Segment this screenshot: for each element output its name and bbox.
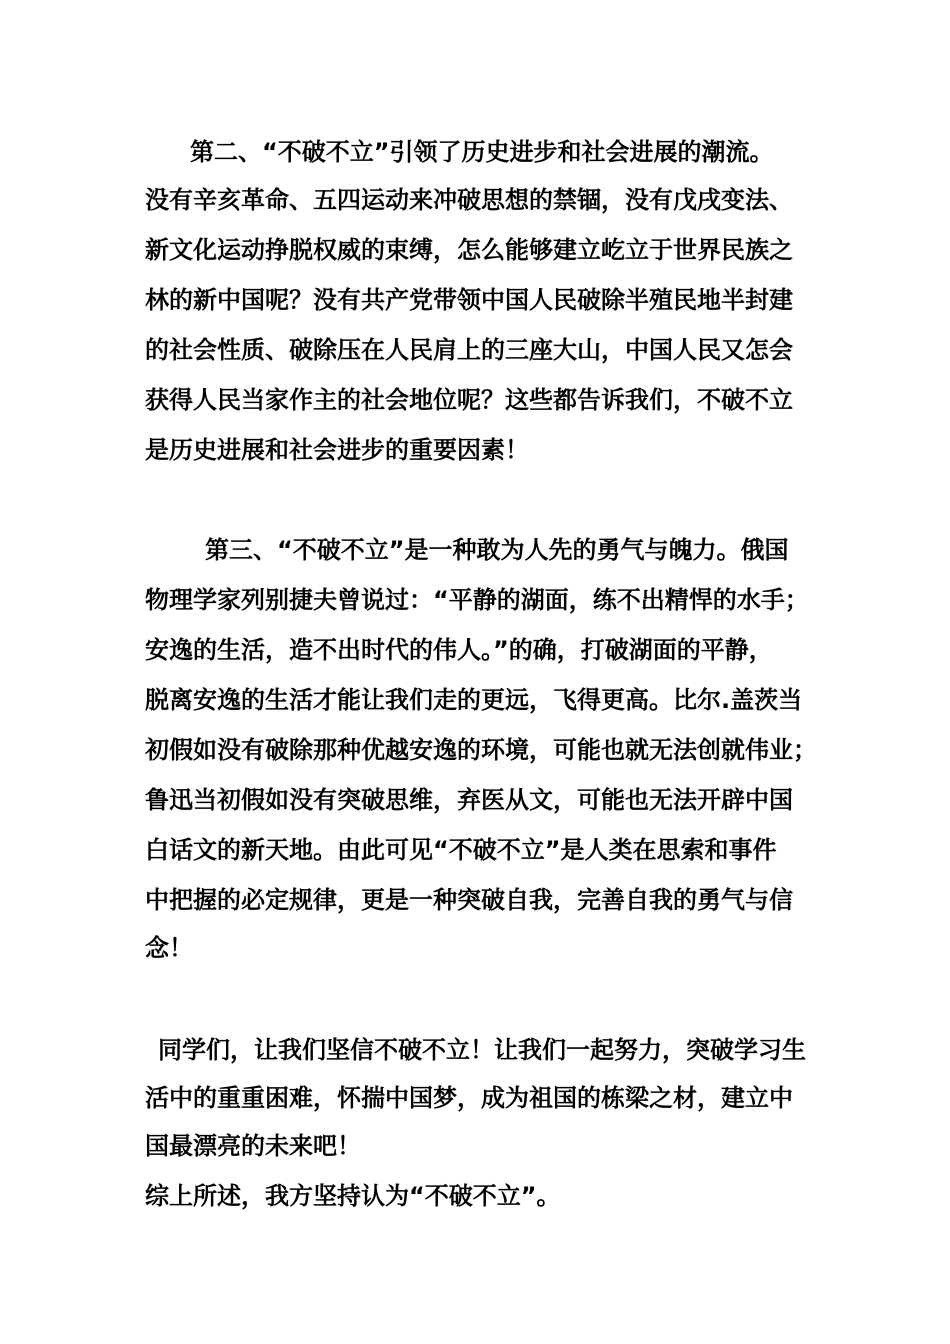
paragraph-line: 同学们，让我们坚信不破不立！让我们一起努力，突破学习生 <box>158 1036 806 1064</box>
paragraph-line: 白话文的新天地。由此可见“不破不立”是人类在思索和事件 <box>145 836 777 864</box>
paragraph-line: 活中的重重困难，怀揣中国梦，成为祖国的栋梁之材，建立中 <box>145 1084 793 1112</box>
paragraph-line: 初假如没有破除那种优越安逸的环境，可能也就无法创就伟业； <box>145 736 817 764</box>
paragraph-line: 的社会性质、破除压在人民肩上的三座大山，中国人民又怎会 <box>145 336 793 364</box>
paragraph-line: 第三、“不破不立”是一种敢为人先的勇气与魄力。俄国 <box>205 536 789 564</box>
paragraph-line: 林的新中国呢？没有共产党带领中国人民破除半殖民地半封建 <box>145 286 793 314</box>
paragraph-line: 国最漂亮的未来吧！ <box>145 1132 361 1160</box>
paragraph-line: 念！ <box>145 934 193 962</box>
paragraph-line: 新文化运动挣脱权威的束缚，怎么能够建立屹立于世界民族之 <box>145 236 793 264</box>
paragraph-line: 中把握的必定规律，更是一种突破自我，完善自我的勇气与信 <box>145 886 793 914</box>
paragraph-line: 脱离安逸的生活才能让我们走的更远，飞得更高。比尔.盖茨当 <box>145 686 803 714</box>
paragraph-line: 安逸的生活，造不出时代的伟人。”的确，打破湖面的平静， <box>145 636 773 664</box>
paragraph-line: 获得人民当家作主的社会地位呢？这些都告诉我们，不破不立 <box>145 386 793 414</box>
paragraph-line: 鲁迅当初假如没有突破思维，弃医从文，可能也无法开辟中国 <box>145 786 793 814</box>
paragraph-line: 综上所述，我方坚持认为“不破不立”。 <box>145 1182 561 1210</box>
paragraph-line: 没有辛亥革命、五四运动来冲破思想的禁锢，没有戊戌变法、 <box>145 186 793 214</box>
paragraph-line: 是历史进展和社会进步的重要因素！ <box>145 436 529 464</box>
paragraph-line: 第二、“不破不立”引领了历史进步和社会进展的潮流。 <box>190 138 774 166</box>
paragraph-line: 物理学家列别捷夫曾说过：“平静的湖面，练不出精悍的水手； <box>145 586 809 614</box>
